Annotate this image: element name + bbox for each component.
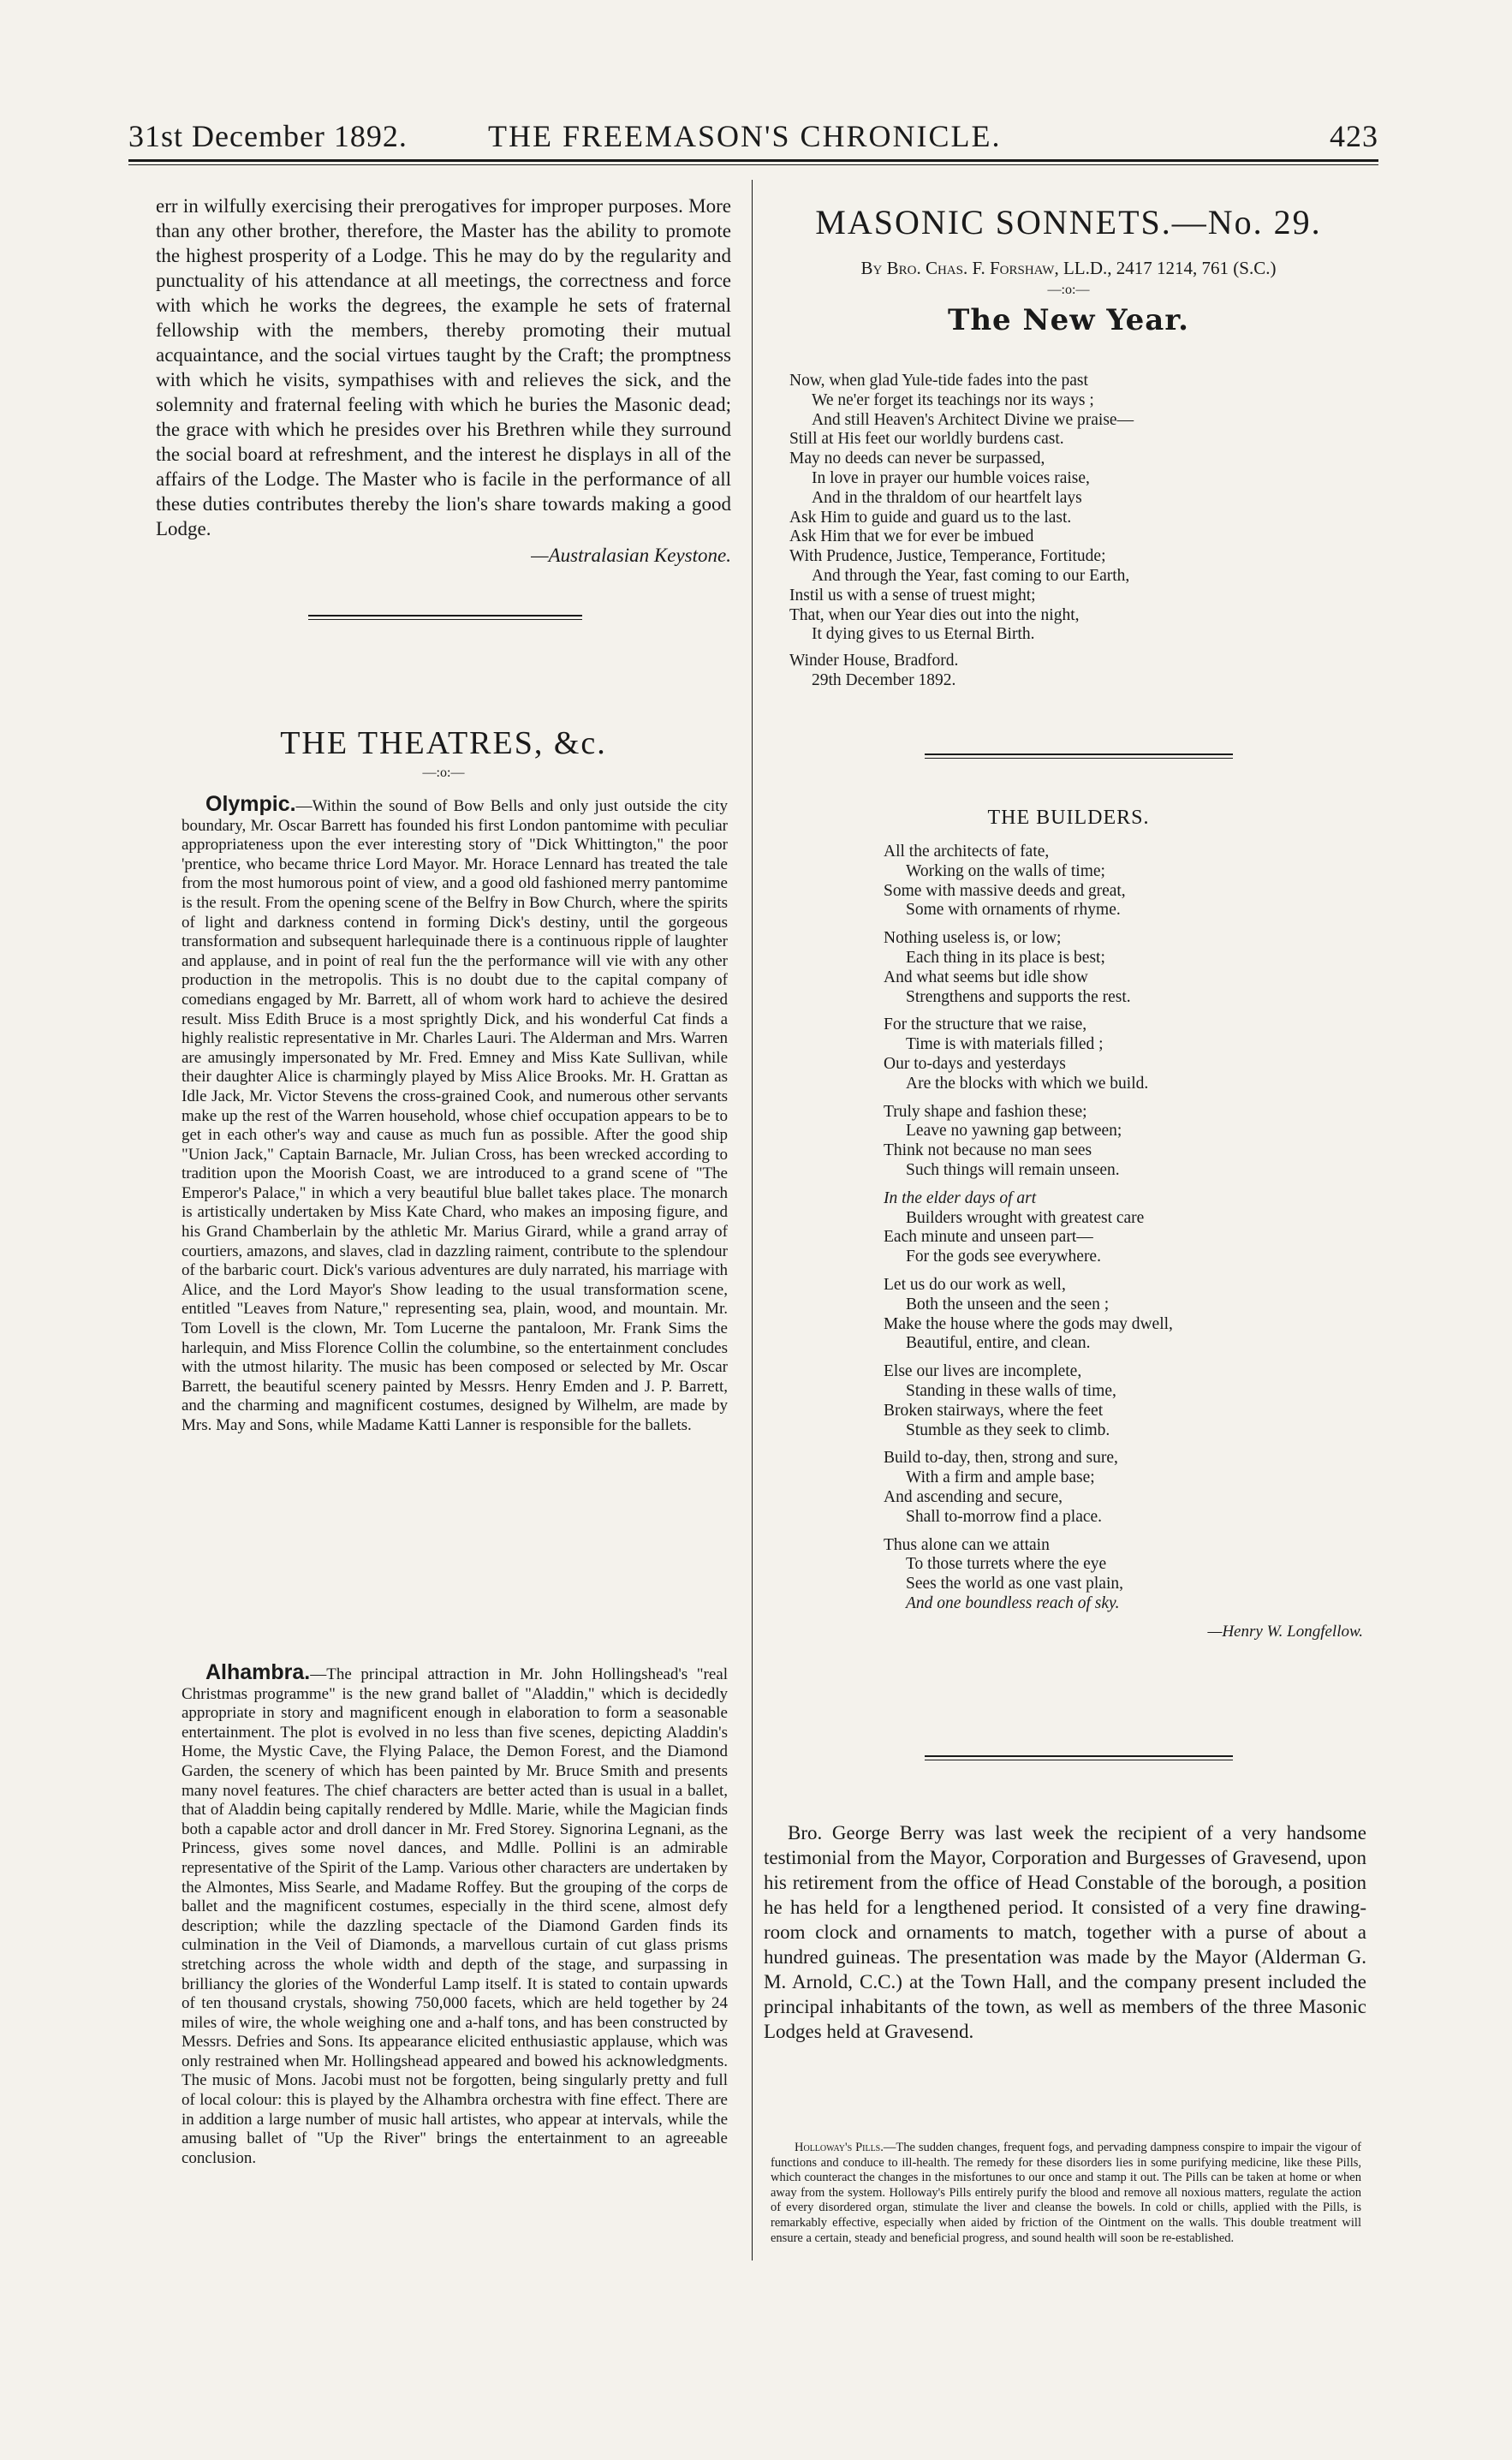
holloway-advert xyxy=(771,2141,1361,2246)
builders-line: For the structure that we raise, xyxy=(884,1016,1087,1034)
sonnet-line: It dying gives to us Eternal Birth. xyxy=(812,625,1035,644)
sonnet-line: Still at His feet our worldly burdens cast. xyxy=(789,430,1064,449)
sonnets-divider: —:o:— xyxy=(1047,283,1090,297)
header-date: 31st December 1892. xyxy=(128,119,408,153)
builders-line: And what seems but idle show xyxy=(884,968,1088,986)
builders-line: Standing in these walls of time, xyxy=(906,1381,1116,1400)
builders-stanza xyxy=(884,1536,1363,1614)
builders-line: Sees the world as one vast plain, xyxy=(906,1575,1123,1593)
alhambra-article xyxy=(182,1660,728,2168)
sonnet-line: Instil us with a sense of truest might; xyxy=(789,586,1036,605)
olympic-text: —Within the sound of Bow Bells and only just outside the city boundary, Mr. Oscar Barrett has founded his first London pantomime with peculiar appropriateness upon the ever interesting story of "Dick Whittington," the poor 'prentice, who became thrice Lord Mayor. Mr. Horace Lennard has treated the tale from the most humorous point of view, and a good old fashioned merry pantomime is the result. From the opening scene of the Belfry in Bow Church, where the spirits of light and darkness contend in forming Dick's destiny, until the gorgeous transformation and subsequent harlequinade there is a continuous ripple of laughter and applause, and in point of real fun the the performance will vie with any other production in the metropolis. This is no doubt due to the capital company of comedians engaged by Mr. Barrett, all of whom work hard to achieve the desired result. Miss Edith Bruce is a most sprightly Dick, and his wonderful Cat finds a highly realistic representative in Mr. Charles Lauri. The Alderman and Mrs. Warren are amusingly impersonated by Mr. Fred. Emney and Miss Kate Sullivan, while their daughter Alice is charmingly played by Miss Alice Brooks. Mr. H. Grattan as Idle Jack, Mr. Victor Stevens the cross-grained Cook, and numerous other servants make up the rest of the Warren household, whose chief occupation appears to be to get in each other's way and cause as much fun as possible. After the good ship "Union Jack," Captain Barnacle, Mr. Julian Cross, has been wrecked according to tradition upon the Moorish Coast, we are introduced to a grand scene of "The Emperor's Palace," in which a very beautiful blue ballet takes place. The monarch is artistically undertaken by Miss Kate Chard, who makes an imposing figure, and his Grand Chamberlain by the athletic Mr. Marius Girard, while a grand array of courtiers, amazons, and slaves, clad in dazzling raiment, contribute to the splendour of the barbaric court. Dick's various adventures are duly narrated, his marriage with Alice, and the Lord Mayor's Show leading to the usual transformation scene, entitled "Leaves from Nature," representing sea, plain, wood, and mountain. Mr. Tom Lovell is the clown, Mr. Tom Lucerne the pantaloon, Mr. Frank Sims the harlequin, and Miss Florence Collin the columbine, so the entertainment concludes with the utmost hilarity. The music has been composed or selected by Mr. Oscar Barrett, the beautiful scenery painted by Messrs. Henry Emden and J. P. Barrett, and the charming and magnificent costumes, designed by Wilhelm, are made by Mrs. May and Sons, while Madame Katti Lanner is responsible for the ballets. xyxy=(182,797,728,1434)
builders-stanza xyxy=(884,1362,1363,1440)
builders-line: Are the blocks with which we build. xyxy=(906,1074,1149,1093)
sonnets-header xyxy=(771,202,1366,337)
sonnet-line: And in the thraldom of our heartfelt lays xyxy=(812,488,1082,507)
sonnet-line: May no deeds can never be surpassed, xyxy=(789,450,1045,468)
sonnet-line: Now, when glad Yule-tide fades into the past xyxy=(789,372,1088,390)
intro-article xyxy=(156,194,731,568)
berry-text: Bro. George Berry was last week the recipient of a very handsome testimonial from the Mayor, Corporation and Burgesses of Gravesend, upon his retirement from the office of Head Constable of the borough, a position he has held for a lengthened period. It consisted of a very fine drawing-room clock and ornaments to match, together with a purse of about a hundred guineas. The presentation was made by the Mayor (Alderman G. M. Arnold, C.C.) at the Town Hall, and the company present included the principal inhabitants of the town, as well as members of the three Masonic Lodges held at Gravesend. xyxy=(764,1822,1366,2042)
builders-line: Build to-day, then, strong and sure, xyxy=(884,1449,1118,1468)
ad-text: —The sudden changes, frequent fogs, and pervading dampness conspire to impair the vigour of functions and conduce to ill-health. The remedy for these disorders lies in some purifying medicine, like these Pills, which counteract the changes in the misfortunes to our once and stamp it out. The Pills can be taken at home or when away from the system. Holloway's Pills entirely purify the blood and remove all noxious matters, regulate the action of every disordered organ, stimulate the liver and cleanse the bowels. In cold or chills, applied with the Pills, is remarkably effective, especially when aided by friction of the Ointment on the walls. This double treatment will ensure a certain, steady and beneficial progress, and sound health will soon be re-established. xyxy=(771,2141,1361,2245)
poem-title: The New Year. xyxy=(948,303,1189,337)
builders-stanza xyxy=(884,1016,1363,1093)
builders-line: Builders wrought with greatest care xyxy=(906,1208,1145,1227)
builders-line: Working on the walls of time; xyxy=(906,861,1105,880)
page-header xyxy=(128,118,1378,152)
builders-line: Stumble as they seek to climb. xyxy=(906,1421,1110,1439)
sonnet-line: We ne'er forget its teachings nor its ways ; xyxy=(812,390,1094,409)
olympic-lead: Olympic. xyxy=(205,792,296,816)
builders-line: Such things will remain unseen. xyxy=(906,1160,1120,1179)
builders-line: Each thing in its place is best; xyxy=(906,948,1105,967)
theatres-divider: —:o:— xyxy=(422,765,465,780)
builders-line: And one boundless reach of sky. xyxy=(906,1593,1120,1612)
builders-line: With a firm and ample base; xyxy=(906,1468,1095,1487)
olympic-article xyxy=(182,792,728,1436)
builders-line: Our to-days and yesterdays xyxy=(884,1054,1066,1073)
builders-header xyxy=(771,807,1366,830)
header-rule xyxy=(128,159,1378,162)
sonnet-lines xyxy=(789,372,1354,645)
ad-lead: Holloway's Pills. xyxy=(795,2141,884,2154)
builders-line: Thus alone can we attain xyxy=(884,1535,1050,1554)
sonnet-line: Ask Him to guide and guard us to the last. xyxy=(789,508,1072,527)
sonnet-line: With Prudence, Justice, Temperance, Fortitude; xyxy=(789,547,1106,566)
theatres-title: THE THEATRES, &c. xyxy=(280,725,607,761)
builders-stanzas xyxy=(884,843,1363,1614)
builders-line: Else our lives are incomplete, xyxy=(884,1362,1082,1381)
builders-stanza xyxy=(884,1189,1363,1267)
builders-stanza xyxy=(884,843,1363,920)
sonnet-line: And through the Year, fast coming to our Earth, xyxy=(812,566,1130,585)
sonnet-line: That, when our Year dies out into the night, xyxy=(789,605,1080,624)
builders-line: Let us do our work as well, xyxy=(884,1275,1066,1294)
builders-line: In the elder days of art xyxy=(884,1188,1037,1207)
builders-line: Leave no yawning gap between; xyxy=(906,1122,1122,1141)
berry-article xyxy=(764,1820,1366,2044)
builders-line: Think not because no man sees xyxy=(884,1141,1092,1160)
builders-line: Both the unseen and the seen ; xyxy=(906,1295,1110,1313)
alhambra-lead: Alhambra. xyxy=(205,1660,311,1684)
page-number: 423 xyxy=(1330,119,1378,153)
builders-stanza xyxy=(884,1449,1363,1527)
sonnet-line: In love in prayer our humble voices raise, xyxy=(812,468,1090,487)
theatres-section xyxy=(156,724,731,784)
builders-line: Truly shape and fashion these; xyxy=(884,1102,1087,1121)
column-divider xyxy=(752,180,753,2260)
intro-attribution: —Australasian Keystone. xyxy=(531,545,731,566)
builders-stanza xyxy=(884,1276,1363,1354)
builders-line: Each minute and unseen part— xyxy=(884,1228,1093,1247)
sign-place: Winder House, Bradford. xyxy=(789,652,959,670)
builders-line: Broken stairways, where the feet xyxy=(884,1401,1104,1420)
builders-line: Shall to-morrow find a place. xyxy=(906,1507,1103,1526)
builders-title: THE BUILDERS. xyxy=(987,807,1150,829)
sign-date: 29th December 1892. xyxy=(812,670,956,689)
header-title: THE FREEMASON'S CHRONICLE. xyxy=(488,119,1002,153)
builders-line: For the gods see everywhere. xyxy=(906,1248,1101,1266)
sonnet-line: And still Heaven's Architect Divine we praise— xyxy=(812,410,1134,429)
sonnets-title: MASONIC SONNETS.—No. 29. xyxy=(815,203,1322,241)
builders-line: Strengthens and supports the rest. xyxy=(906,987,1131,1006)
builders-line: Some with massive deeds and great, xyxy=(884,881,1126,900)
builders-attribution: —Henry W. Longfellow. xyxy=(1207,1622,1363,1641)
builders-line: Time is with materials filled ; xyxy=(906,1035,1104,1054)
builders-line: All the architects of fate, xyxy=(884,843,1050,861)
alhambra-text: —The principal attraction in Mr. John Hollingshead's "real Christmas programme" is the new grand ballet of "Aladdin," which is decidedly appropriate in story and magnificent enough in elaboration to form a seasonable entertainment. The plot is evolved in no less than five scenes, depicting Aladdin's Home, the Mystic Cave, the Flying Palace, the Demon Forest, and the Diamond Garden, the scenery of which has been painted by Mr. Bruce Smith and presents many novel features. The chief characters are better acted than is usual in a ballet, that of Aladdin being capitally rendered by Mdlle. Marie, while the Magician finds both a capable actor and droll dancer in Mr. Fred Storey. Signorina Legnani, as the Princess, gives some novel dances, and Mdlle. Pollini is an admirable representative of the Spirit of the Lamp. Various other characters are undertaken by the Almontes, Miss Searle, and Madame Roffey. But the grouping of the corps de ballet and the magnificent costumes, especially in the third scene, almost defy description; while the dazzling spectacle of the Diamond Garden finds its culmination in the Veil of Diamonds, a marvellous curtain of cut glass prisms stretching across the whole width and depth of the stage, and surpassing in brilliancy the glories of the Wonderful Lamp itself. It is stated to contain upwards of ten thousand crystals, showing 750,000 facets, which are held together by 24 miles of wire, the whole weighing one and a-half tons, and has been constructed by Messrs. Defries and Sons. Its appearance elicited enthusiastic applause, which was only restrained when Mr. Hollingshead appeared and bowed his acknowledgments. The music of Mons. Jacobi must not be forgotten, being singularly pretty and full of local colour: this is played by the Alhambra orchestra with fine effect. There are in addition a large number of music hall artistes, who appear at intervals, while the amusing ballet of "Up the River" brings the entertainment to an agreeable conclusion. xyxy=(182,1665,728,2167)
sonnet-poem xyxy=(789,372,1354,691)
builders-poem xyxy=(884,843,1363,1641)
builders-line: Some with ornaments of rhyme. xyxy=(906,901,1121,920)
header-rule-thin xyxy=(128,164,1378,165)
builders-stanza xyxy=(884,929,1363,1007)
builders-line: Nothing useless is, or low; xyxy=(884,929,1062,948)
builders-stanza xyxy=(884,1103,1363,1181)
sonnets-byline: By Bro. Chas. F. Forshaw, LL.D., 2417 1214, 761 (S.C.) xyxy=(860,258,1277,278)
sonnet-line: Ask Him that we for ever be imbued xyxy=(789,527,1034,546)
builders-line: Beautiful, entire, and clean. xyxy=(906,1334,1091,1353)
section-divider-right-2 xyxy=(925,1755,1233,1760)
section-divider xyxy=(308,615,582,620)
builders-line: And ascending and secure, xyxy=(884,1487,1063,1506)
left-column xyxy=(156,194,731,568)
intro-text: err in wilfully exercising their prerogatives for improper purposes. More than any other brother, therefore, the Master has the ability to promote the highest prosperity of a Lodge. This he may do by the regularity and punctuality of his attendance at all meetings, the correctness and force with which he works the degrees, the example he sets of fraternal fellowship with the members, thereby promoting their mutual acquaintance, and the social virtues taught by the Craft; the promptness with which he visits, sympathises with and relieves the sick, and the solemnity and fraternal feeling with which he buries the Masonic dead; the grace with which he presides over his Brethren while they surround the social board at refreshment, and the interest he displays in all of the affairs of the Lodge. The Master who is facile in the performance of all these duties contributes thereby the lion's share towards making a good Lodge. xyxy=(156,195,731,539)
builders-line: Make the house where the gods may dwell, xyxy=(884,1314,1173,1333)
section-divider-right xyxy=(925,753,1233,759)
builders-line: To those turrets where the eye xyxy=(906,1555,1107,1574)
